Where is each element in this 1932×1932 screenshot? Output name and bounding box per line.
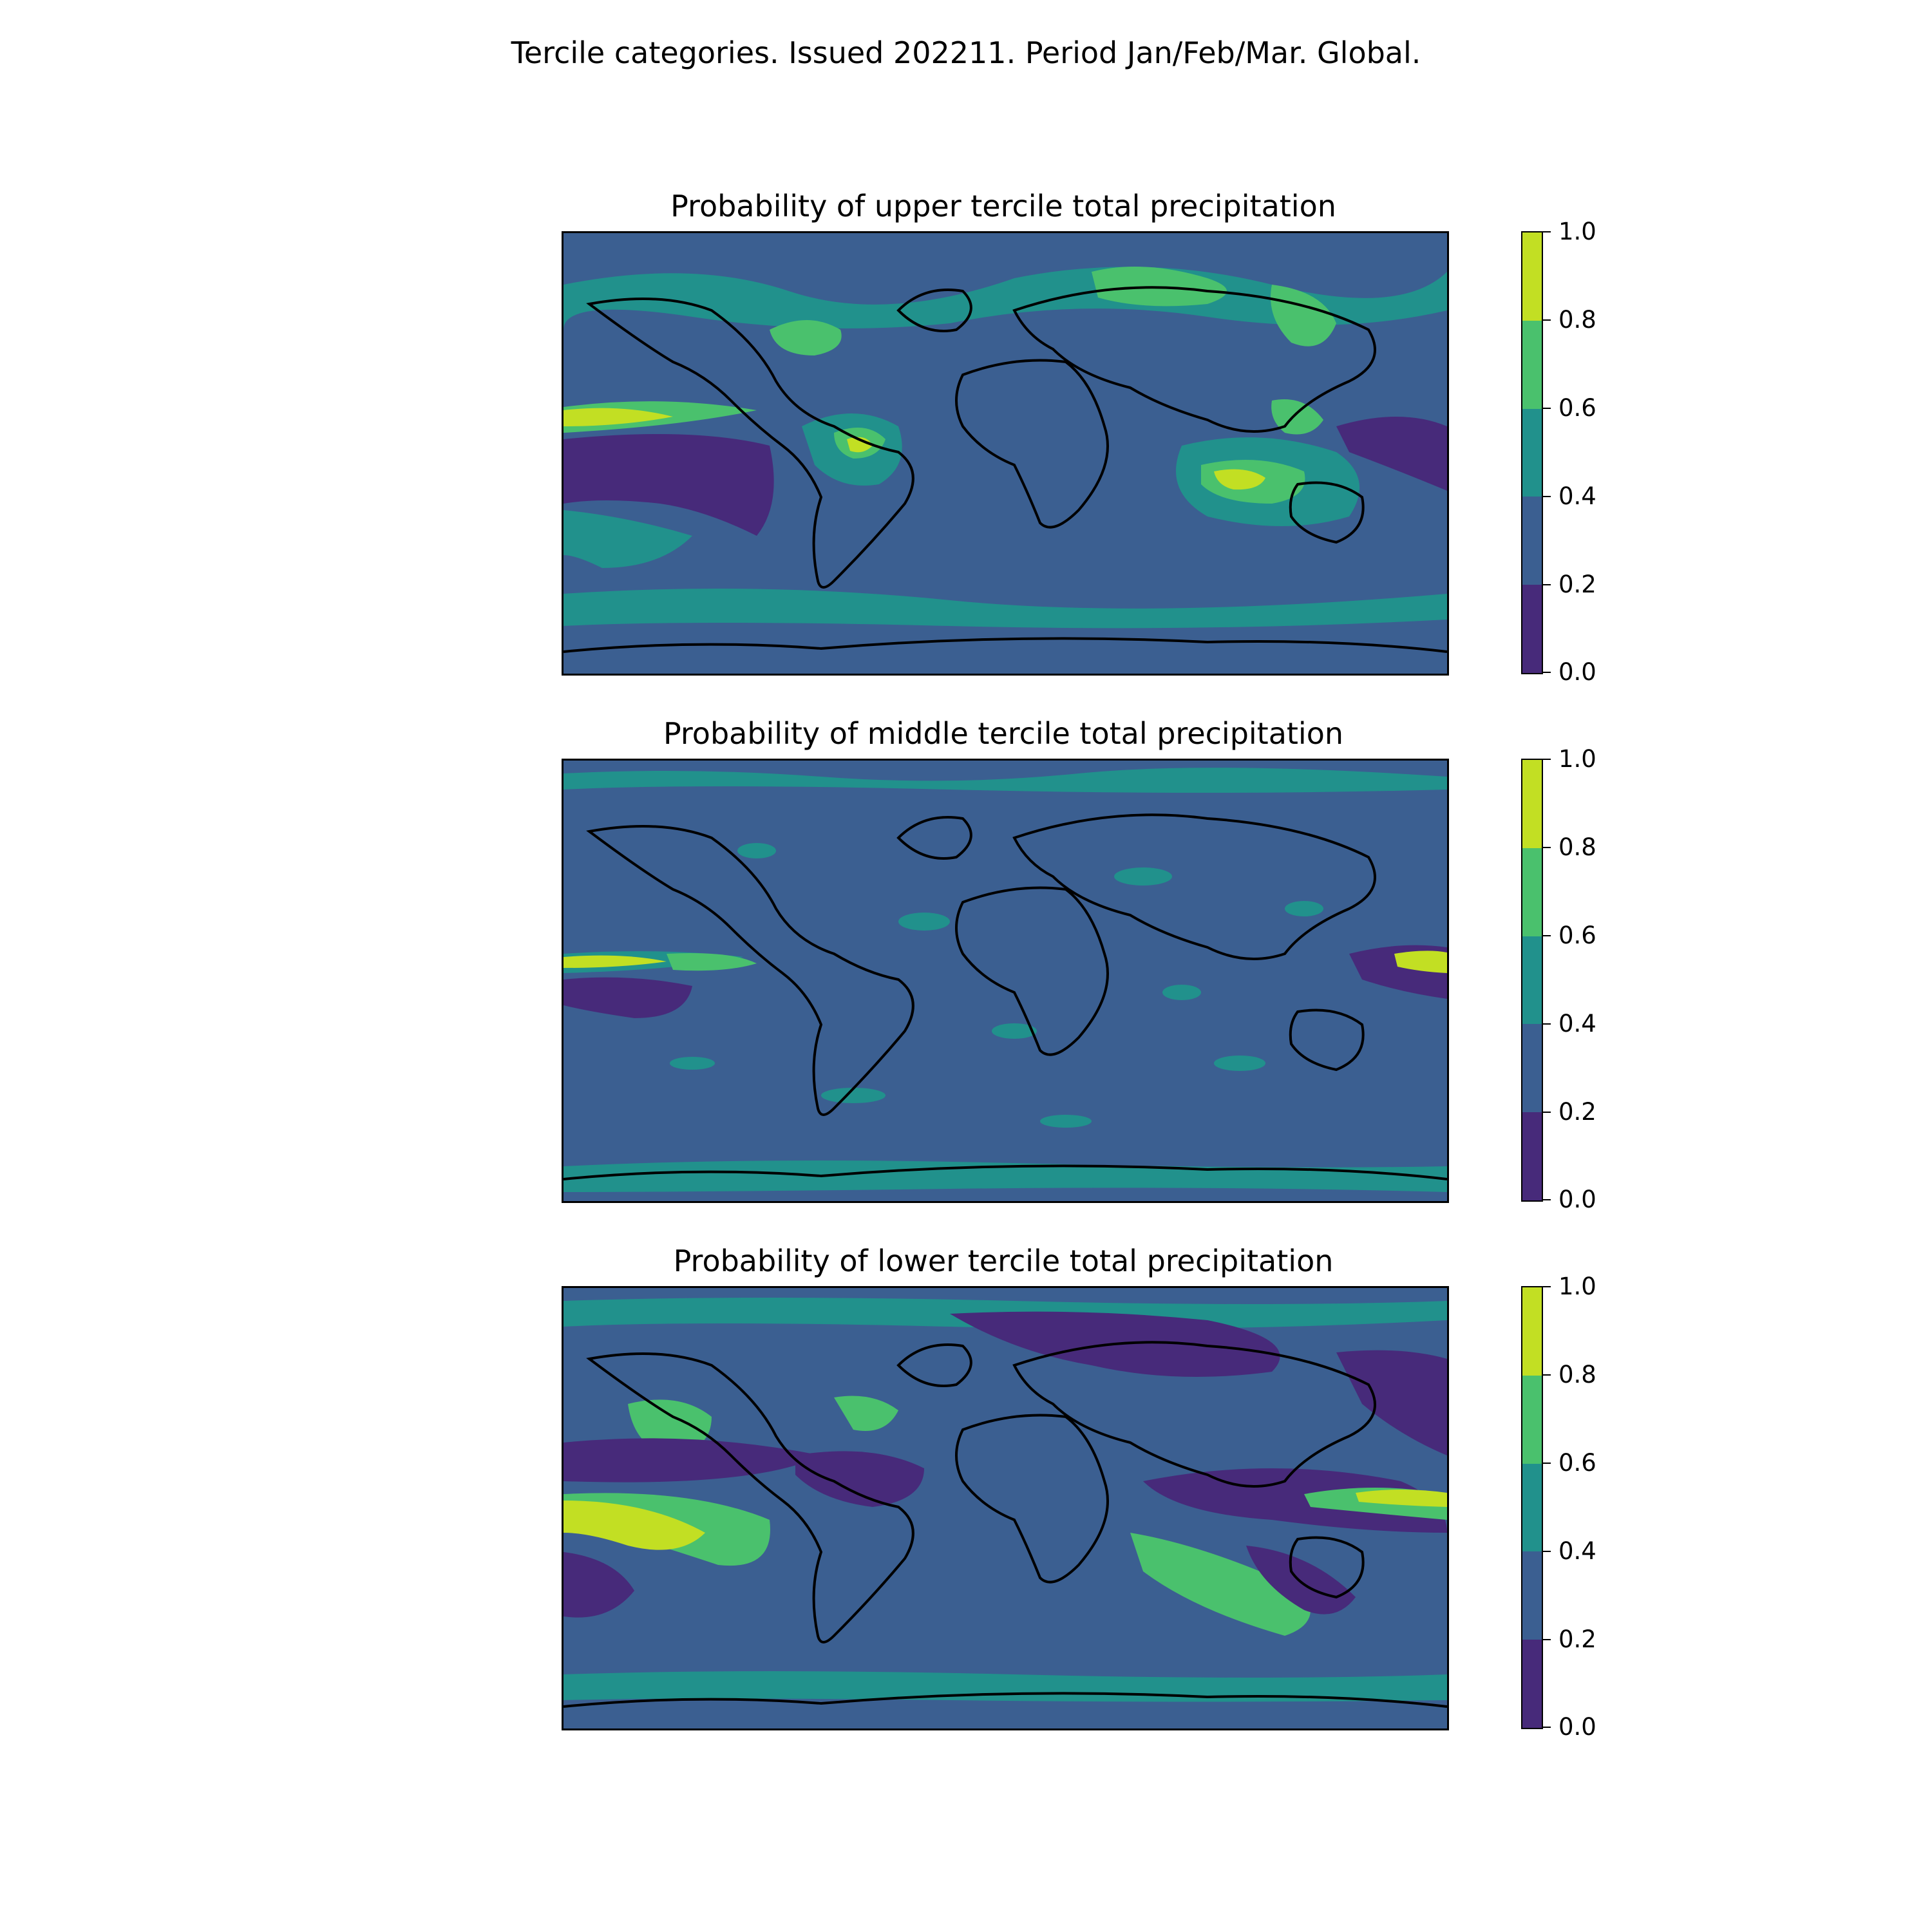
colorbar-band (1522, 321, 1542, 409)
colorbar-label: 1.0 (1558, 1273, 1596, 1300)
colorbar-band (1522, 1376, 1542, 1464)
colorbar-label: 0.8 (1558, 306, 1596, 334)
colorbar-band (1522, 585, 1542, 673)
map-middle-svg (564, 761, 1447, 1201)
colorbar-band (1522, 1112, 1542, 1200)
colorbar-lower (1521, 1286, 1543, 1729)
colorbar-label: 1.0 (1558, 218, 1596, 245)
colorbar-label: 0.2 (1558, 1098, 1596, 1126)
colorbar-label: 0.4 (1558, 1537, 1596, 1565)
panel-title-middle: Probability of middle tercile total precipitation (663, 716, 1344, 751)
colorbar-label: 0.0 (1558, 658, 1596, 686)
map-lower-svg (564, 1288, 1447, 1728)
colorbar-label: 0.6 (1558, 1449, 1596, 1477)
colorbar-label: 0.0 (1558, 1713, 1596, 1741)
colorbar-band (1522, 1287, 1542, 1376)
colorbar-band (1522, 1464, 1542, 1552)
map-middle (562, 759, 1449, 1203)
colorbar-label: 0.0 (1558, 1186, 1596, 1213)
colorbar-label: 0.8 (1558, 1361, 1596, 1388)
colorbar-band (1522, 232, 1542, 321)
colorbar-band (1522, 1551, 1542, 1640)
colorbar-band (1522, 936, 1542, 1025)
colorbar-band (1522, 409, 1542, 497)
colorbar-band (1522, 497, 1542, 585)
colorbar-label: 0.6 (1558, 922, 1596, 949)
colorbar-band (1522, 1024, 1542, 1112)
panel-title-lower: Probability of lower tercile total precipitation (673, 1244, 1334, 1278)
colorbar-label: 0.8 (1558, 833, 1596, 861)
colorbar-band (1522, 848, 1542, 936)
colorbar-label: 0.2 (1558, 1625, 1596, 1653)
colorbar-label: 0.6 (1558, 394, 1596, 422)
figure-suptitle: Tercile categories. Issued 202211. Period Jan/Feb/Mar. Global. (511, 35, 1421, 70)
map-upper-svg (564, 233, 1447, 674)
panel-title-upper: Probability of upper tercile total precipitation (670, 189, 1336, 223)
colorbar-label: 0.2 (1558, 571, 1596, 598)
colorbar-label: 1.0 (1558, 745, 1596, 773)
colorbar-middle (1521, 759, 1543, 1202)
colorbar-label: 0.4 (1558, 482, 1596, 510)
colorbar-upper (1521, 231, 1543, 674)
map-lower (562, 1286, 1449, 1730)
colorbar-band (1522, 760, 1542, 848)
map-upper (562, 231, 1449, 676)
colorbar-band (1522, 1640, 1542, 1728)
colorbar-label: 0.4 (1558, 1010, 1596, 1037)
